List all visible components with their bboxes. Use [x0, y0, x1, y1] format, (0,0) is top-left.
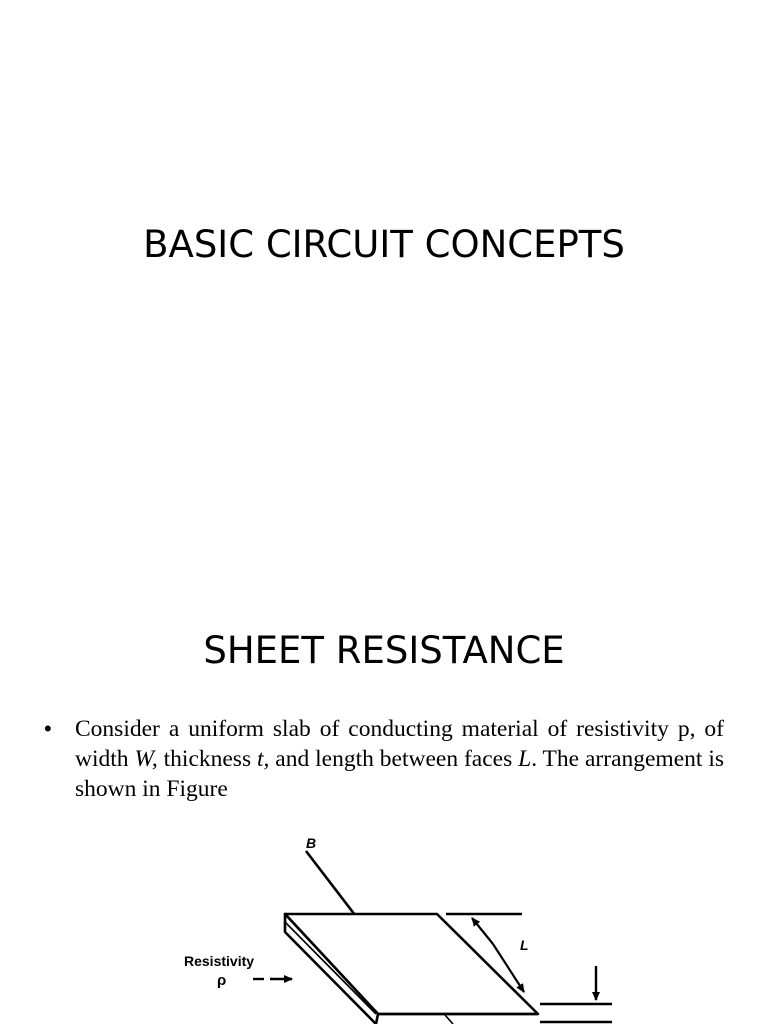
- slide-title-sheet-resistance: SHEET RESISTANCE: [203, 629, 565, 672]
- slab-figure: [150, 818, 650, 1024]
- label-l: L: [520, 937, 529, 953]
- bullet-text-part4: . The arrangement is shown in Figure: [75, 746, 724, 802]
- label-rho: ρ: [217, 972, 227, 989]
- bullet-text-part2: thickness: [157, 746, 257, 772]
- bullet-item: [44, 714, 724, 804]
- width-symbol: W,: [134, 746, 158, 772]
- label-resistivity: Resistivity: [184, 953, 255, 969]
- bullet-text-part1: Consider a uniform slab of conducting material of resistivity p, of width: [75, 716, 724, 772]
- bullet-text: [75, 714, 724, 804]
- slab-front-tick: [445, 1015, 453, 1024]
- bullet-marker: •: [44, 716, 52, 741]
- slide-title-basic-circuit-concepts: BASIC CIRCUIT CONCEPTS: [143, 223, 625, 266]
- label-b: B: [306, 835, 317, 851]
- l-dimension-arrow-up: [472, 918, 493, 944]
- length-symbol: L: [518, 746, 532, 772]
- bullet-text-part3: and length between faces: [269, 746, 519, 772]
- thickness-symbol: t,: [257, 746, 270, 772]
